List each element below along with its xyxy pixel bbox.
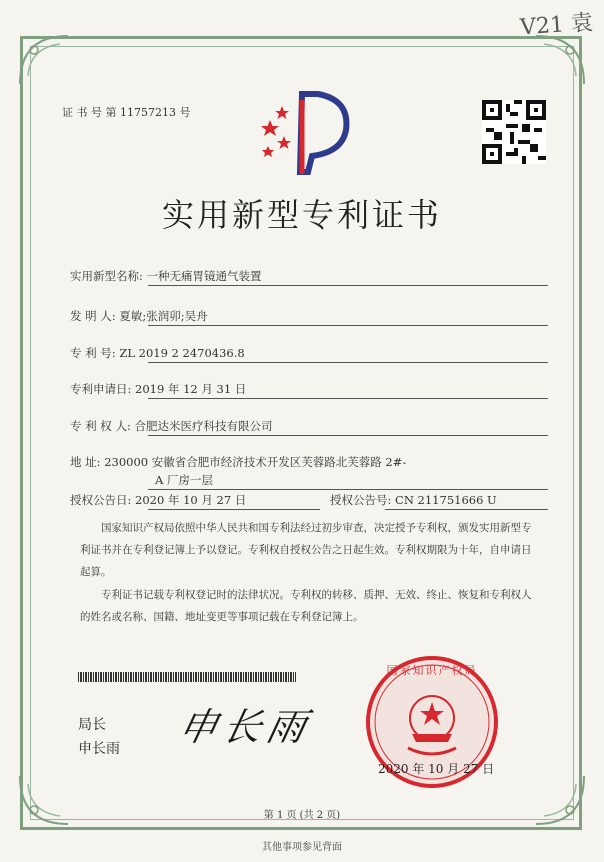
field-address: 地 址: 230000 安徽省合肥市经济技术开发区芙蓉路北芙蓉路 2#- <box>70 455 407 469</box>
field-address-line2: A 厂房一层 <box>155 473 213 487</box>
corner-ornament-icon <box>14 770 74 830</box>
cert-no-suffix: 号 <box>179 106 191 119</box>
handwritten-annotation: V21 袁 <box>519 10 594 41</box>
certificate-number <box>62 104 191 120</box>
director-signature: 申长雨 <box>174 705 316 749</box>
footer-note: 其他事项参见背面 <box>262 842 342 853</box>
page-number: 第 1 页 (共 2 页) <box>263 810 341 821</box>
underline <box>148 325 548 326</box>
underline <box>148 362 548 363</box>
field-patentee: 专 利 权 人: 合肥达米医疗科技有限公司 <box>70 419 273 433</box>
cert-no-value: 11757213 <box>120 106 176 119</box>
statement-paragraph-2: 专利证书记载专利权登记时的法律状况。专利权的转移、质押、无效、终止、恢复和专利权人的姓名或名称、国籍、地址变更等事项记载在专利登记簿上。 <box>80 589 532 623</box>
underline <box>148 285 548 286</box>
director-name: 申长雨 <box>78 741 120 757</box>
underline <box>148 509 320 510</box>
underline <box>148 435 548 436</box>
underline <box>148 398 548 399</box>
field-application-date: 专利申请日: 2019 年 12 月 31 日 <box>70 382 247 396</box>
corner-ornament-icon <box>530 30 590 90</box>
field-grant-date: 授权公告日: 2020 年 10 月 27 日 <box>70 493 247 507</box>
field-grant-number: 授权公告号: CN 211751666 U <box>330 493 497 507</box>
statement-paragraph-1: 国家知识产权局依照中华人民共和国专利法经过初步审查，决定授予专利权，颁发实用新型专利证书并在专利登记簿上予以登记。专利权自授权公告之日起生效。专利权期限为十年，自申请日起算。 <box>80 522 532 578</box>
corner-ornament-icon <box>530 770 590 830</box>
field-utility-model-name: 实用新型名称: 一种无痛胃镜通气装置 <box>70 269 262 283</box>
qr-code-icon <box>482 100 546 164</box>
cert-no-label: 证 书 号 第 <box>62 106 117 119</box>
field-inventors: 发 明 人: 夏敏;张润卯;吴舟 <box>70 309 208 323</box>
patent-office-logo-icon <box>250 90 360 176</box>
corner-ornament-icon <box>14 30 74 90</box>
director-title: 局长 <box>78 717 106 733</box>
underline <box>148 489 548 490</box>
seal-date: 2020 年 10 月 27 日 <box>378 762 495 776</box>
barcode-icon <box>78 672 296 682</box>
field-patent-number: 专 利 号: ZL 2019 2 2470436.8 <box>70 346 245 360</box>
seal-text: 国家知识产权局 <box>386 664 478 677</box>
certificate-title: 实用新型专利证书 <box>161 196 442 234</box>
underline <box>385 509 548 510</box>
